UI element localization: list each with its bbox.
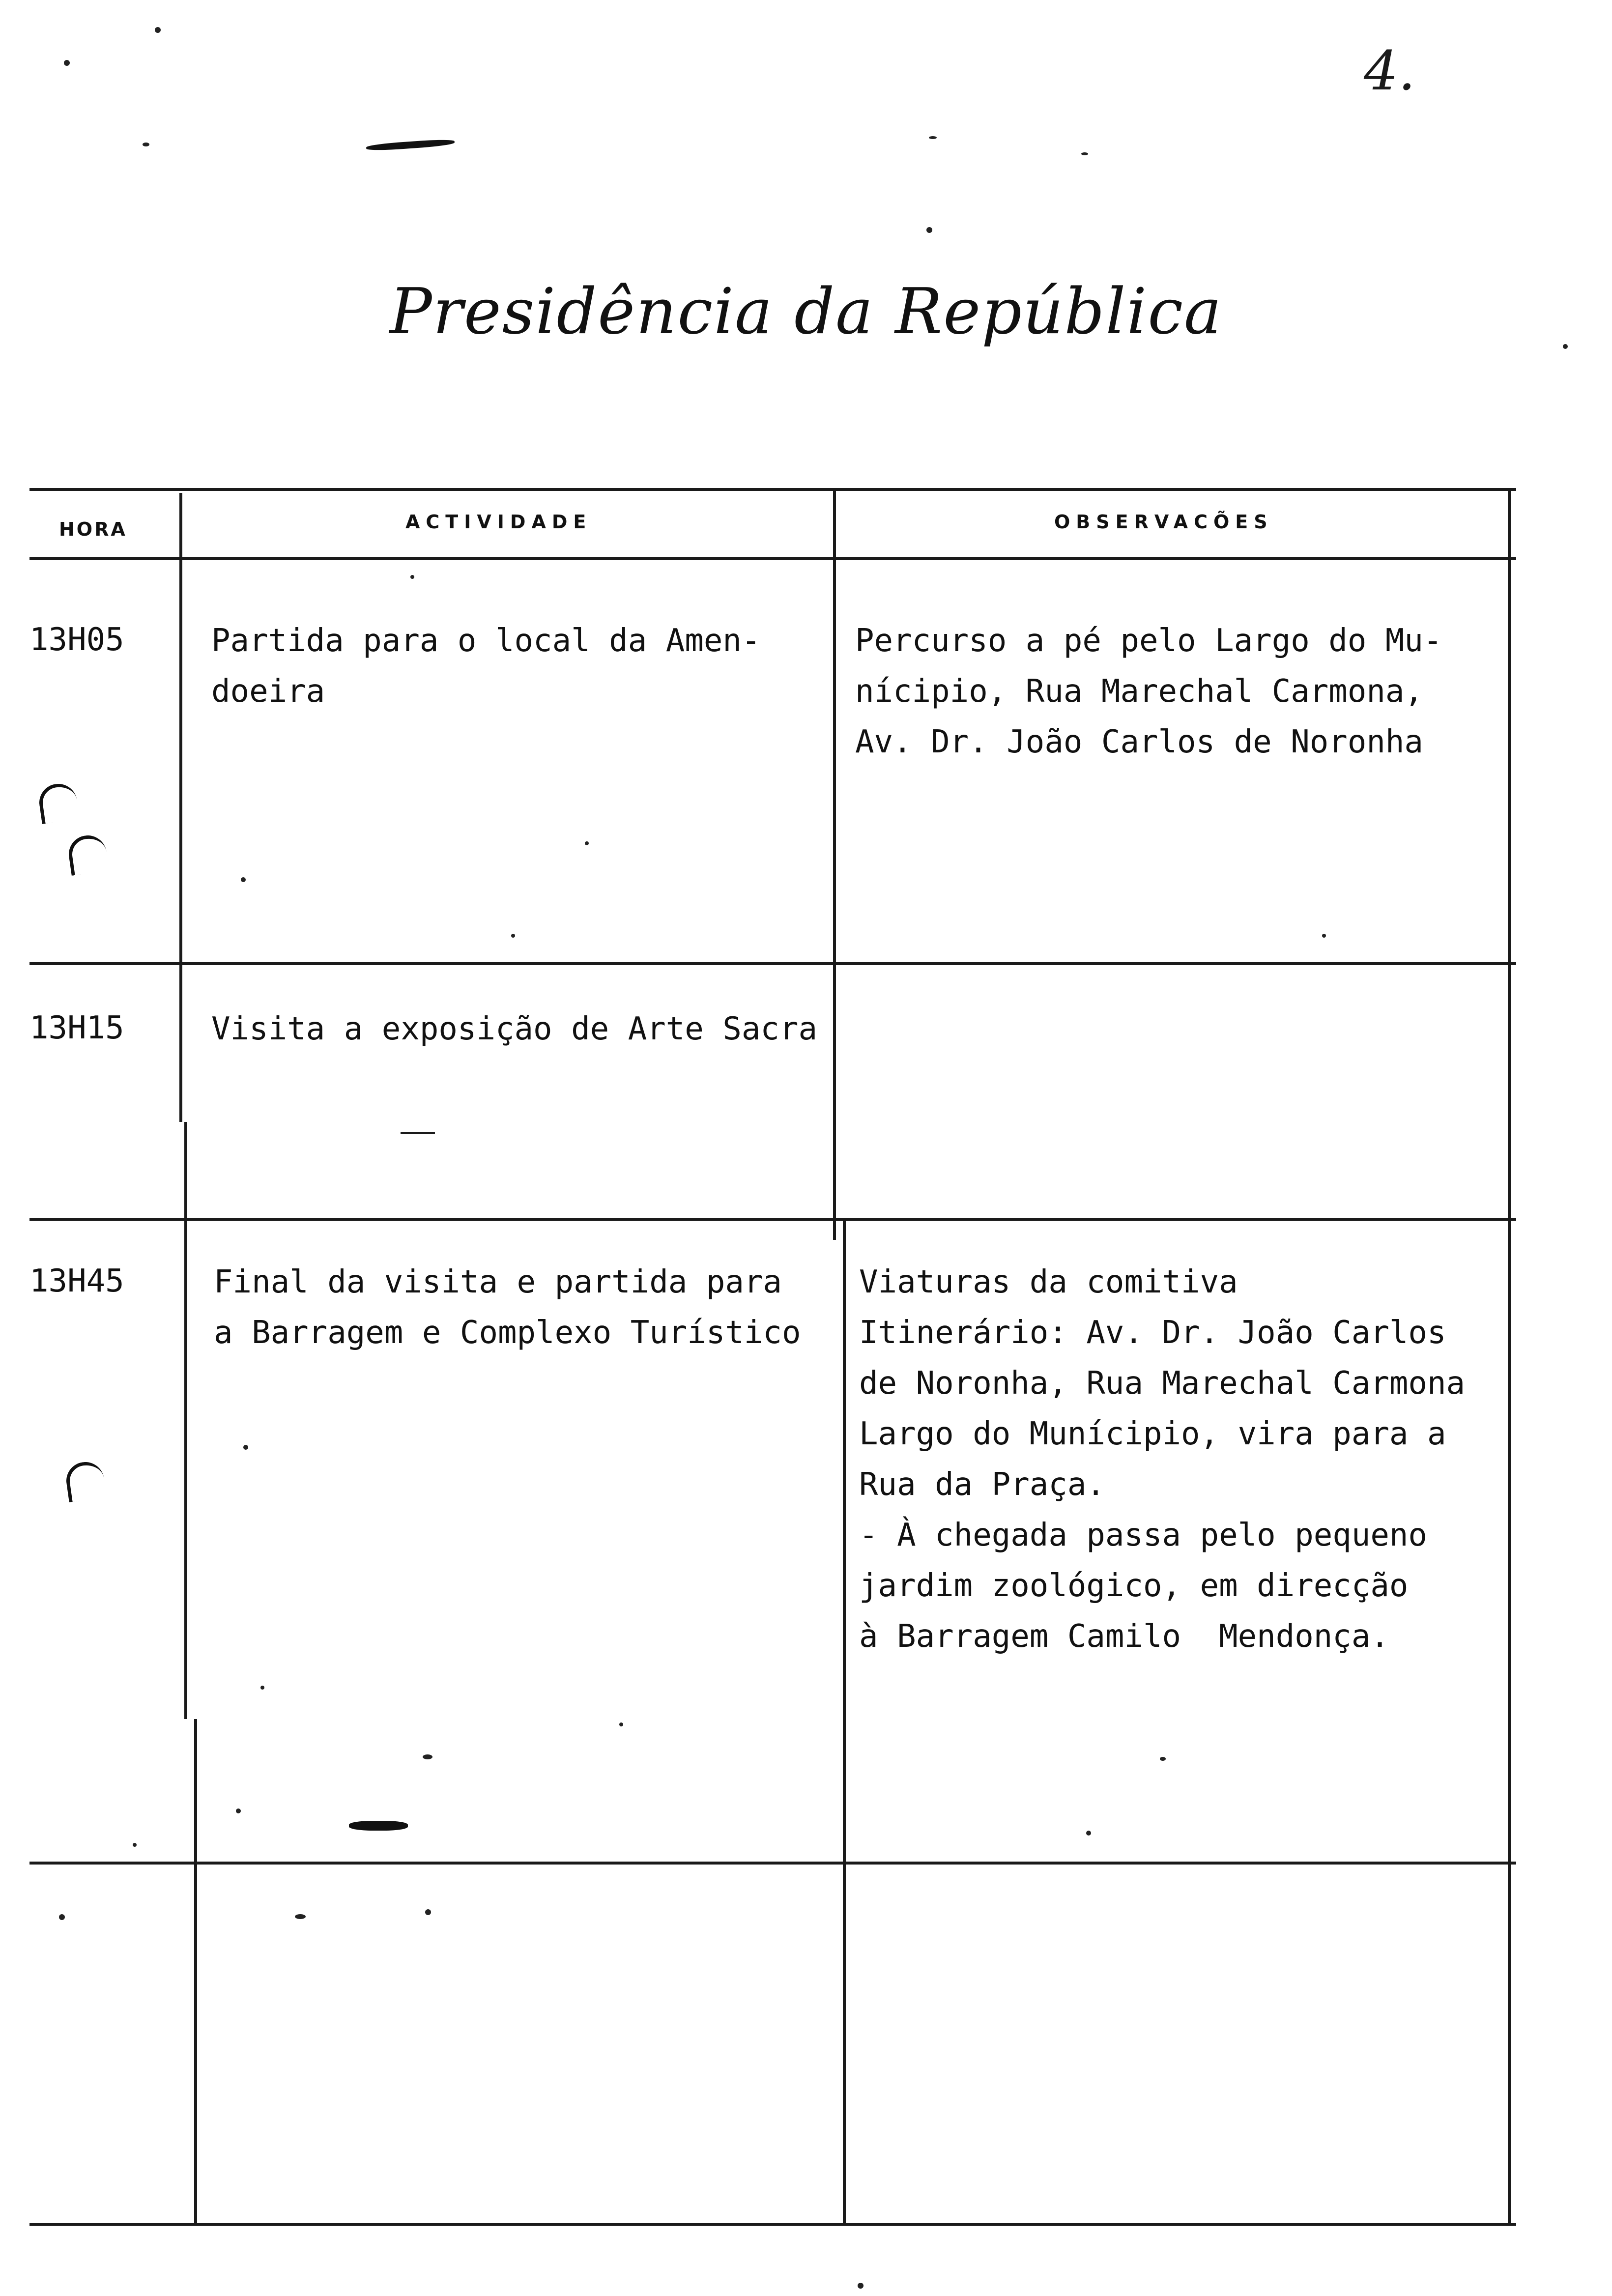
row-divider [29, 1218, 1516, 1221]
row-activity: Partida para o local da Amen- doeira [211, 623, 761, 710]
speck [1081, 152, 1088, 155]
row-observations: Percurso a pé pelo Largo do Mu- nícipio, Rua Marechal Carmona, Av. Dr. João Carlos de Noronha [855, 623, 1442, 760]
speck [1160, 1757, 1166, 1761]
speck [425, 1909, 431, 1915]
speck [1563, 344, 1568, 349]
table-top-rule [29, 488, 1516, 491]
column-divider [184, 1122, 187, 1719]
speck [133, 1843, 137, 1847]
header-bottom-rule [29, 557, 1516, 560]
column-divider [179, 493, 182, 1122]
margin-mark [37, 781, 80, 824]
row-time: 13H45 [29, 1263, 124, 1299]
column-divider [843, 1218, 846, 2223]
speck [59, 1914, 65, 1920]
row-activity: Final da visita e partida para a Barragem e Complexo Turístico [214, 1264, 801, 1351]
speck [295, 1914, 306, 1919]
table-right-edge [1508, 488, 1511, 2225]
table-bottom-rule [29, 2223, 1516, 2226]
speck [64, 60, 70, 66]
row-time: 13H05 [29, 622, 124, 658]
speck [929, 136, 937, 139]
speck [511, 934, 515, 938]
column-divider [833, 488, 836, 1240]
speck [1086, 1831, 1091, 1836]
speck [410, 575, 414, 579]
row-observations: Viaturas da comitiva Itinerário: Av. Dr. João Carlos de Noronha, Rua Marechal Carmona Largo do Munícipio, vira para a Rua da Praça. - À chegada passa pelo pequeno jardim zoológico, em direcção à Barragem Camilo Mendonça. [859, 1264, 1465, 1655]
short-dash [401, 1132, 435, 1134]
speck [155, 27, 161, 33]
speck [585, 841, 589, 845]
row-divider [29, 1862, 1516, 1865]
speck [236, 1808, 241, 1813]
column-header-observacoes: OBSERVACÕES [1054, 511, 1273, 533]
speck [260, 1686, 264, 1690]
speck [423, 1754, 432, 1759]
column-header-actividade: ACTIVIDADE [405, 511, 592, 533]
speck [858, 2283, 864, 2289]
speck [1322, 934, 1326, 938]
speck [241, 877, 246, 882]
margin-mark [64, 1460, 107, 1502]
row-activity: Visita a exposição de Arte Sacra [211, 1011, 817, 1047]
speck [243, 1445, 248, 1450]
speck [143, 143, 149, 146]
letterhead-title: Presidência da República [389, 275, 1223, 348]
speck [619, 1722, 623, 1726]
ink-smear [349, 1821, 408, 1831]
row-time: 13H15 [29, 1010, 124, 1046]
page-number: 4. [1364, 39, 1415, 102]
row-divider [29, 962, 1516, 965]
column-header-hora: HORA [59, 518, 127, 540]
ink-smear [366, 139, 455, 152]
margin-mark [66, 833, 109, 876]
column-divider [194, 1719, 197, 2223]
speck [926, 227, 932, 233]
